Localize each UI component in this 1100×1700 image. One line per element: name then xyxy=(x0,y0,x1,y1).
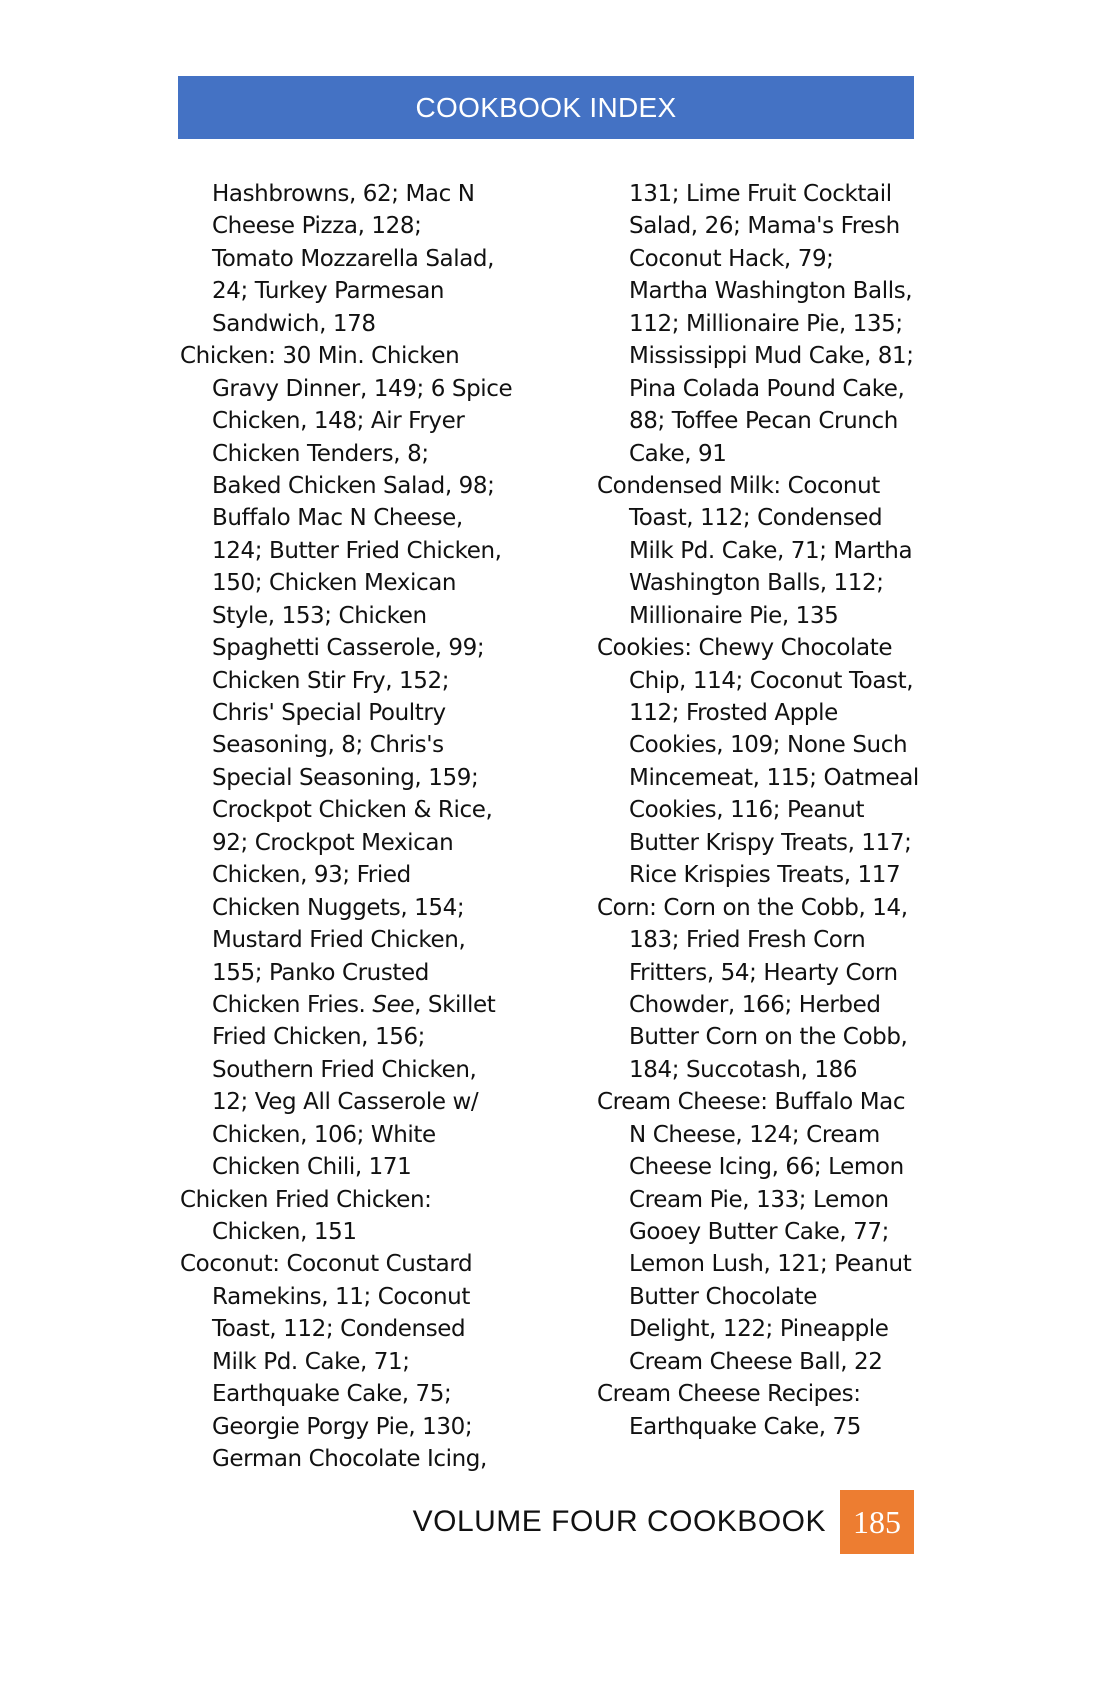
index-entry-continuation xyxy=(597,373,927,405)
index-entry-text: Toast, 112; Condensed xyxy=(212,1316,466,1343)
index-entry-continuation xyxy=(180,1086,520,1118)
index-entry-text: Southern Fried Chicken, xyxy=(212,1056,477,1083)
index-entry-text: Buffalo Mac N Cheese, xyxy=(212,505,463,532)
index-entry-continuation xyxy=(597,827,927,859)
index-entry-text: Cream Pie, 133; Lemon xyxy=(629,1186,889,1213)
index-entry-continuation xyxy=(597,1021,927,1053)
index-entry-text: Chicken Stir Fry, 152; xyxy=(212,667,450,694)
index-entry-continuation xyxy=(180,827,520,859)
index-entry-continuation xyxy=(597,535,927,567)
index-entry-text: N Cheese, 124; Cream xyxy=(629,1121,880,1148)
index-entry-continuation xyxy=(597,210,927,242)
index-entry-text: Mustard Fried Chicken, xyxy=(212,927,466,954)
index-entry-heading xyxy=(597,470,927,502)
index-entry-text: Georgie Porgy Pie, 130; xyxy=(212,1413,473,1440)
index-entry-text: Chicken, 151 xyxy=(212,1219,357,1245)
index-entry-heading xyxy=(597,1086,927,1118)
index-entry-continuation xyxy=(597,567,927,599)
index-entry-continuation xyxy=(597,600,927,632)
index-entry-text: Style, 153; Chicken xyxy=(212,602,427,629)
index-entry-continuation xyxy=(597,729,927,761)
index-entry-text: Mincemeat, 115; Oatmeal xyxy=(629,764,919,791)
index-entry-text: Earthquake Cake, 75; xyxy=(212,1381,452,1408)
index-entry-text: Coconut Hack, 79; xyxy=(629,245,834,272)
index-entry-continuation xyxy=(597,438,927,470)
index-entry-continuation xyxy=(180,989,520,1021)
index-entry-text: 150; Chicken Mexican xyxy=(212,570,457,597)
index-entry-heading xyxy=(597,632,927,664)
index-entry-continuation xyxy=(180,373,520,405)
index-entry-continuation xyxy=(180,405,520,437)
index-entry-text: Crockpot Chicken & Rice, xyxy=(212,797,493,824)
index-entry-text: Special Seasoning, 159; xyxy=(212,764,479,791)
index-entry-continuation xyxy=(180,308,520,340)
index-entry-continuation xyxy=(180,957,520,989)
index-entry-continuation xyxy=(180,502,520,534)
index-entry-continuation xyxy=(180,859,520,891)
index-entry-text: Cake, 91 xyxy=(629,440,727,467)
index-entry-text: Toast, 112; Condensed xyxy=(629,505,883,532)
index-entry-continuation xyxy=(597,340,927,372)
index-entry-continuation xyxy=(597,697,927,729)
index-entry-text: 12; Veg All Casserole w/ xyxy=(212,1089,479,1116)
index-entry-continuation xyxy=(180,210,520,242)
index-entry-text: Hashbrowns, 62; Mac N xyxy=(212,181,475,207)
index-entry-text: 88; Toffee Pecan Crunch xyxy=(629,408,898,435)
index-entry-text: Chip, 114; Coconut Toast, xyxy=(629,667,914,694)
index-entry-continuation xyxy=(180,794,520,826)
page-footer xyxy=(0,1490,914,1554)
index-entry-text: 112; Millionaire Pie, 135; xyxy=(629,310,903,337)
index-entry-continuation xyxy=(597,243,927,275)
index-entry-continuation xyxy=(597,1184,927,1216)
index-entry-text: Coconut: Coconut Custard xyxy=(180,1251,473,1278)
index-entry-text: Salad, 26; Mama's Fresh xyxy=(629,213,900,240)
index-entry-continuation xyxy=(180,600,520,632)
index-entry-continuation xyxy=(180,1054,520,1086)
index-entry-continuation xyxy=(597,308,927,340)
book-title: VOLUME FOUR COOKBOOK xyxy=(412,1505,826,1538)
index-entry-continuation xyxy=(180,567,520,599)
index-entry-continuation xyxy=(597,665,927,697)
page-number-badge: 185 xyxy=(840,1490,914,1554)
index-entry-text: 112; Frosted Apple xyxy=(629,700,838,726)
index-entry-text: Cookies: Chewy Chocolate xyxy=(597,635,893,662)
index-entry-text: 24; Turkey Parmesan xyxy=(212,278,445,305)
index-entry-text: 183; Fried Fresh Corn xyxy=(629,927,866,954)
index-entry-continuation xyxy=(180,1119,520,1151)
index-entry-heading xyxy=(180,1184,520,1216)
index-entry-continuation xyxy=(180,275,520,307)
index-entry-text: Seasoning, 8; Chris's xyxy=(212,732,444,759)
index-entry-continuation xyxy=(180,178,520,210)
index-entry-continuation xyxy=(180,1313,520,1345)
index-entry-continuation xyxy=(597,1119,927,1151)
index-entry-text: Earthquake Cake, 75 xyxy=(629,1413,862,1440)
index-entry-continuation xyxy=(180,1411,520,1443)
index-entry-text: Millionaire Pie, 135 xyxy=(629,602,839,629)
index-entry-continuation xyxy=(597,1216,927,1248)
index-entry-continuation xyxy=(597,1248,927,1280)
index-entry-text: Butter Krispy Treats, 117; xyxy=(629,829,912,856)
index-entry-text: Gravy Dinner, 149; 6 Spice xyxy=(212,375,513,402)
index-entry-text: Delight, 122; Pineapple xyxy=(629,1316,889,1343)
index-entry-text: Lemon Lush, 121; Peanut xyxy=(629,1251,912,1278)
index-entry-continuation xyxy=(180,762,520,794)
index-header-bar xyxy=(178,76,914,139)
index-entry-continuation xyxy=(597,1313,927,1345)
index-entry-continuation xyxy=(180,1281,520,1313)
index-entry-continuation xyxy=(180,892,520,924)
index-entry-continuation xyxy=(597,794,927,826)
index-entry-continuation xyxy=(180,1378,520,1410)
index-entry-continuation xyxy=(597,1054,927,1086)
index-entry-text: Chicken, 93; Fried xyxy=(212,862,411,889)
index-entry-text: 131; Lime Fruit Cocktail xyxy=(629,181,892,207)
index-entry-continuation xyxy=(597,1151,927,1183)
index-entry-continuation xyxy=(180,1443,520,1475)
index-entry-continuation xyxy=(597,859,927,891)
index-entry-continuation xyxy=(597,957,927,989)
index-entry-text: Fried Chicken, 156; xyxy=(212,1024,426,1051)
index-entry-continuation xyxy=(597,275,927,307)
index-entry-text: Rice Krispies Treats, 117 xyxy=(629,862,901,889)
index-entry-continuation xyxy=(180,438,520,470)
index-entry-text: Spaghetti Casserole, 99; xyxy=(212,635,485,662)
index-entry-continuation xyxy=(597,924,927,956)
index-entry-text: Chowder, 166; Herbed xyxy=(629,991,881,1018)
index-entry-text: Corn: Corn on the Cobb, 14, xyxy=(597,894,908,921)
index-entry-heading xyxy=(180,340,520,372)
index-entry-continuation xyxy=(597,178,927,210)
index-entry-text: Milk Pd. Cake, 71; xyxy=(212,1348,410,1375)
index-entry-text: Fritters, 54; Hearty Corn xyxy=(629,959,898,986)
index-entry-text: Baked Chicken Salad, 98; xyxy=(212,472,495,499)
index-entry-text: 92; Crockpot Mexican xyxy=(212,829,454,856)
index-entry-continuation xyxy=(597,989,927,1021)
index-entry-heading xyxy=(180,1248,520,1280)
index-entry-text: Cheese Pizza, 128; xyxy=(212,213,422,240)
index-entry-text: Washington Balls, 112; xyxy=(629,570,884,597)
index-entry-text: Butter Corn on the Cobb, xyxy=(629,1024,908,1051)
index-entry-text: Chicken, 106; White xyxy=(212,1121,436,1148)
index-column-left xyxy=(180,178,520,1476)
index-entry-continuation xyxy=(180,1021,520,1053)
index-column-right xyxy=(597,178,927,1443)
index-entry-text: Cream Cheese: Buffalo Mac xyxy=(597,1089,906,1116)
see-reference: See xyxy=(372,991,415,1018)
index-entry-text: Cream Cheese Recipes: xyxy=(597,1381,861,1408)
page-title: COOKBOOK INDEX xyxy=(415,91,677,123)
index-entry-text: Butter Chocolate xyxy=(629,1283,817,1310)
index-entry-continuation xyxy=(180,665,520,697)
index-entry-text: Cookies, 116; Peanut xyxy=(629,797,865,824)
index-entry-text: Chris' Special Poultry xyxy=(212,700,446,726)
index-entry-text: Mississippi Mud Cake, 81; xyxy=(629,343,914,370)
index-entry-continuation xyxy=(597,405,927,437)
index-entry-text: 155; Panko Crusted xyxy=(212,959,429,986)
index-entry-continuation xyxy=(180,1346,520,1378)
index-entry-text: 124; Butter Fried Chicken, xyxy=(212,537,502,564)
index-entry-text: Gooey Butter Cake, 77; xyxy=(629,1219,889,1245)
see-reference-target: , Skillet xyxy=(414,991,496,1018)
index-entry-text: Chicken Chili, 171 xyxy=(212,1154,412,1181)
index-entry-continuation xyxy=(180,1151,520,1183)
index-entry-text: Pina Colada Pound Cake, xyxy=(629,375,905,402)
index-entry-continuation xyxy=(597,762,927,794)
index-entry-text: Cheese Icing, 66; Lemon xyxy=(629,1154,904,1181)
index-entry-text: Chicken Nuggets, 154; xyxy=(212,894,465,921)
index-entry-text: Milk Pd. Cake, 71; Martha xyxy=(629,537,913,564)
index-entry-continuation xyxy=(180,1216,520,1248)
index-entry-text: Chicken, 148; Air Fryer xyxy=(212,408,465,435)
index-entry-text: Sandwich, 178 xyxy=(212,310,376,337)
index-entry-text: Condensed Milk: Coconut xyxy=(597,472,880,499)
index-entry-continuation xyxy=(597,1346,927,1378)
index-entry-text: Cream Cheese Ball, 22 xyxy=(629,1348,883,1375)
index-entry-text: Chicken: 30 Min. Chicken xyxy=(180,343,460,370)
index-entry-continuation xyxy=(597,1411,927,1443)
index-entry-text: 184; Succotash, 186 xyxy=(629,1056,858,1083)
index-entry-text: Chicken Tenders, 8; xyxy=(212,440,429,467)
index-entry-continuation xyxy=(180,243,520,275)
index-entry-continuation xyxy=(597,1281,927,1313)
index-entry-text: Cookies, 109; None Such xyxy=(629,732,908,759)
index-entry-heading xyxy=(597,1378,927,1410)
index-entry-text: Chicken Fries. xyxy=(212,991,366,1018)
index-entry-text: Tomato Mozzarella Salad, xyxy=(212,245,495,272)
index-entry-continuation xyxy=(180,729,520,761)
index-entry-text: Chicken Fried Chicken: xyxy=(180,1186,432,1213)
index-entry-text: Martha Washington Balls, xyxy=(629,278,913,305)
index-entry-text: German Chocolate Icing, xyxy=(212,1446,487,1473)
index-entry-continuation xyxy=(180,697,520,729)
index-entry-text: Ramekins, 11; Coconut xyxy=(212,1283,470,1310)
index-entry-continuation xyxy=(597,502,927,534)
index-entry-continuation xyxy=(180,924,520,956)
index-entry-heading xyxy=(597,892,927,924)
index-entry-continuation xyxy=(180,632,520,664)
index-entry-continuation xyxy=(180,470,520,502)
index-entry-continuation xyxy=(180,535,520,567)
